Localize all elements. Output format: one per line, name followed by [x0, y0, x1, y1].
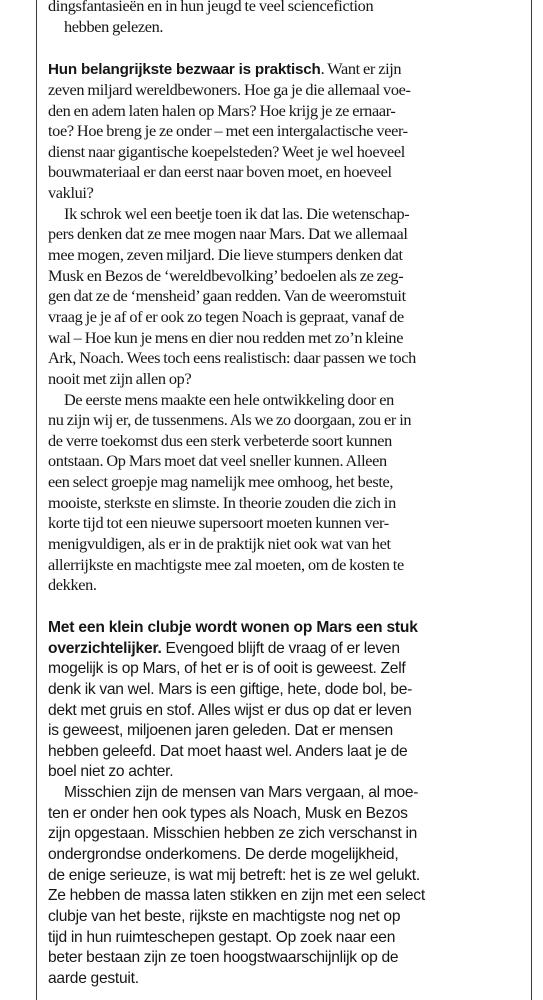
text-line: pers denken dat ze mee mogen naar Mars. Dat we allemaal: [48, 224, 408, 244]
text-line: De eerste mens maakte een hele ontwikkeling door en: [64, 389, 394, 409]
lead-line: [48, 639, 522, 660]
text-line: aarde gestuit.: [48, 969, 139, 987]
column-rule-left: [36, 0, 37, 1000]
text-line: mogelijk is op Mars, of het er is of ooit is geweest. Zelf: [48, 660, 406, 678]
text-line: Ze hebben de massa laten stikken en zijn met een select: [48, 887, 425, 905]
text-line: mee mogen, zeven miljard. Die lieve stumpers denken dat: [48, 245, 403, 265]
text-line: vaklui?: [48, 183, 94, 203]
text-line: dienst naar gigantische koepelsteden? Weet je wel hoeveel: [48, 141, 405, 161]
lead-in-text: Met een klein clubje wordt wonen op Mars een stuk: [48, 618, 418, 636]
article-column: [48, 0, 522, 989]
text-line: boel niet zo achter.: [48, 763, 174, 781]
text-line: is geweest, miljoenen jaren geleden. Dat er mensen: [48, 722, 393, 740]
text-line: bouwmateriaal er dan eerst naar boven moet, en hoeveel: [48, 162, 392, 182]
lead-in-text: overzichtelijker.: [48, 639, 162, 657]
text-line: wal – Hoe kun je mens en dier nou redden met zo’n kleine: [48, 327, 404, 347]
text-line: allerrijkste en machtigste mee zal moeten, om de kosten te: [48, 554, 404, 574]
text-line: hebben gelezen.: [64, 16, 164, 36]
text-line: ten er onder hen ook types als Noach, Musk en Bezos: [48, 804, 408, 822]
text-line: dekken.: [48, 575, 97, 595]
text-line: mooiste, sterkste en slimste. In theorie zouden die zich in: [48, 492, 396, 512]
text-line: de enige serieuze, is wat mij betreft: het is ze wel gelukt.: [48, 866, 420, 884]
text-line: nu zijn wij er, de tussenmens. Als we zo doorgaan, zou er in: [48, 410, 412, 430]
text-line: gen dat ze de ‘mensheid’ gaan redden. Van de weeromstuit: [48, 286, 406, 306]
text-line: zijn opgestaan. Misschien hebben ze zich verschanst in: [48, 825, 418, 843]
text-span: Evengoed blijft de vraag of er leven: [161, 639, 400, 657]
lead-line: [48, 59, 522, 80]
text-line: beter bestaan zijn ze toen hoogstwaarschijnlijk op de: [48, 949, 399, 967]
paragraph-gap: [48, 37, 522, 59]
text-line: clubje van het beste, rijkste en machtigste nog net op: [48, 907, 401, 925]
text-line: Ark, Noach. Wees toch eens realistisch: daar passen we toch: [48, 348, 416, 368]
text-line: een select groepje mag namelijk mee omhoog, het beste,: [48, 472, 394, 492]
text-line: ondergrondse onderkomens. De derde mogelijkheid,: [48, 845, 399, 863]
text-line: de verre toekomst dus een sterk verbeterde soort kunnen: [48, 430, 392, 450]
text-line: Misschien zijn de mensen van Mars vergaan, al moe-: [64, 784, 419, 802]
text-line: vraag je je af of er ook zo tegen Noach is gepraat, vanaf de: [48, 306, 404, 326]
text-line: zeven miljard wereldbewoners. Hoe ga je die allemaal voe-: [48, 79, 411, 99]
text-line: ontstaan. Op Mars moet dat veel sneller kunnen. Alleen: [48, 451, 387, 471]
text-line: hebben geleefd. Dat moet haast wel. Anders laat je de: [48, 742, 408, 760]
text-line: menigvuldigen, als er in de praktijk niet ook wat van het: [48, 534, 391, 554]
text-line: Ik schrok wel een beetje toen ik dat las. Die wetenschap-: [64, 203, 410, 223]
text-line: tijd in hun ruimteschepen gestapt. Op zoek naar een: [48, 928, 396, 946]
paragraph-gap: [48, 596, 522, 618]
text-line: korte tijd tot een nieuwe supersoort moeten kunnen ver-: [48, 513, 389, 533]
column-rule-right: [531, 0, 532, 1000]
text-line: den en adem laten halen op Mars? Hoe krijg je ze ernaar-: [48, 100, 396, 120]
text-line: nooit met zijn allen op?: [48, 368, 192, 388]
text-line: denk ik van wel. Mars is een giftige, hete, dode bol, be-: [48, 680, 413, 698]
lead-line: [48, 618, 522, 639]
text-line: dingsfantasieën en in hun jeugd te veel sciencefiction: [48, 0, 374, 15]
text-span: . Want er zijn: [320, 59, 402, 79]
text-line: Musk en Bezos de ‘wereldbevolking’ bedoelen als ze zeg-: [48, 265, 404, 285]
text-line: toe? Hoe breng je ze onder – met een intergalactische veer-: [48, 121, 408, 141]
lead-in-text: Hun belangrijkste bezwaar is praktisch: [48, 61, 321, 79]
text-line: dekt met gruis en stof. Alles wijst er dus op dat er leven: [48, 701, 412, 719]
